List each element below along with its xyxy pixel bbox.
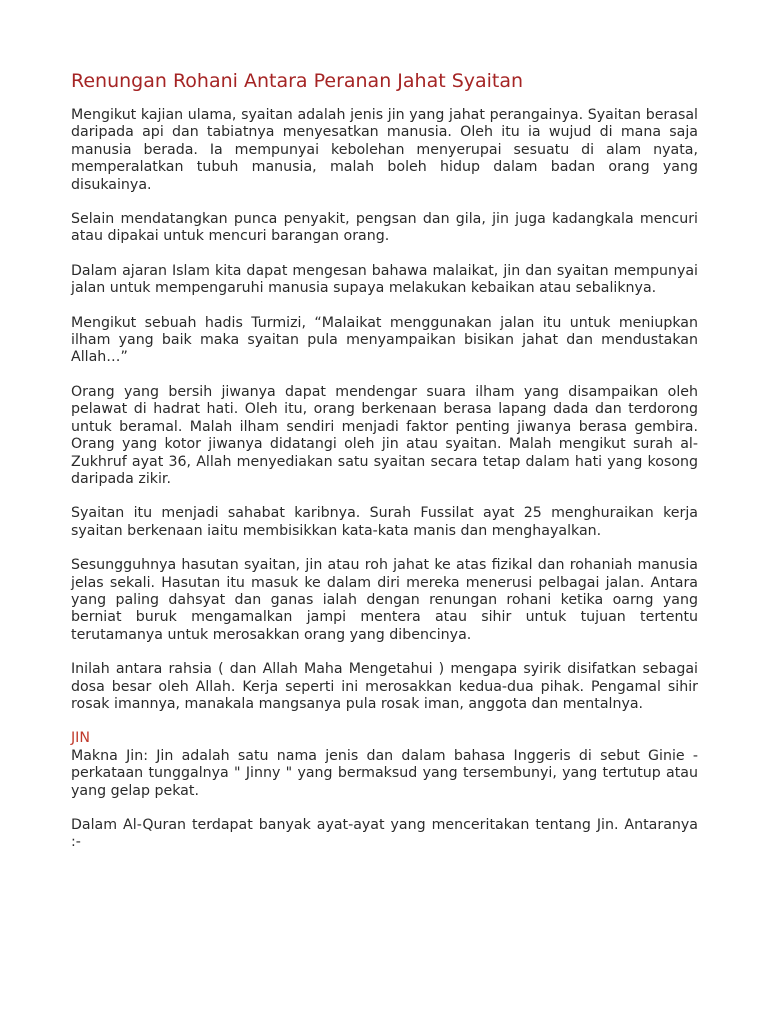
- paragraph: Selain mendatangkan punca penyakit, pengsan dan gila, jin juga kadangkala mencuri atau dipakai untuk mencuri barangan orang.: [71, 211, 698, 245]
- section-heading: JIN: [71, 730, 90, 747]
- paragraph: Mengikut sebuah hadis Turmizi, “Malaikat menggunakan jalan itu untuk meniupkan ilham yang baik maka syaitan pula menyampaikan bisikan jahat dan mendustakan Allah…”: [71, 314, 698, 366]
- paragraph: Sesungguhnya hasutan syaitan, jin atau roh jahat ke atas fizikal dan rohaniah manusia jelas sekali. Hasutan itu masuk ke dalam diri mereka menerusi pelbagai jalan. Antara yang paling dahsyat dan ganas ialah dengan renungan rohani ketika oarng yang berniat buruk mengamalkan jampi mentera atau sihir untuk tujuan tertentu terutamanya untuk merosakkan orang yang dibencinya.: [71, 557, 698, 643]
- paragraph: Inilah antara rahsia ( dan Allah Maha Mengetahui ) mengapa syirik disifatkan sebagai dosa besar oleh Allah. Kerja seperti ini merosakkan kedua-dua pihak. Pengamal sihir rosak imannya, manakala mangsanya pula rosak iman, anggota dan mentalnya.: [71, 661, 698, 712]
- document-page: [71, 68, 698, 869]
- section-closing-paragraph: Dalam Al-Quran terdapat banyak ayat-ayat yang menceritakan tentang Jin. Antaranya :-: [71, 817, 698, 851]
- paragraph: Mengikut kajian ulama, syaitan adalah jenis jin yang jahat perangainya. Syaitan berasal daripada api dan tabiatnya menyesatkan manusia. Oleh itu ia wujud di mana saja manusia berada. Ia mempunyai kebolehan menyerupai sesuatu di alam nyata, memperalatkan tubuh manusia, malah boleh hidup dalam badan orang yang disukainya.: [71, 107, 698, 193]
- section-paragraph: Makna Jin: Jin adalah satu nama jenis dan dalam bahasa Inggeris di sebut Ginie - perkataan tunggalnya " Jinny " yang bermaksud yang tersembunyi, yang tertutup atau yang gelap pekat.: [71, 747, 698, 799]
- paragraph: Orang yang bersih jiwanya dapat mendengar suara ilham yang disampaikan oleh pelawat di hadrat hati. Oleh itu, orang berkenaan berasa lapang dada dan terdorong untuk beramal. Malah ilham sendiri menjadi faktor penting jiwanya berasa gembira. Orang yang kotor jiwanya didatangi oleh jin atau syaitan. Malah mengikut surah al-Zukhruf ayat 36, Allah menyediakan satu syaitan secara tetap dalam hati yang kosong daripada zikir.: [71, 383, 698, 487]
- paragraph: Dalam ajaran Islam kita dapat mengesan bahawa malaikat, jin dan syaitan mempunyai jalan untuk mempengaruhi manusia supaya melakukan kebaikan atau sebaliknya.: [71, 262, 698, 297]
- paragraph: Syaitan itu menjadi sahabat karibnya. Surah Fussilat ayat 25 menghuraikan kerja syaitan berkenaan iaitu membisikkan kata-kata manis dan menghayalkan.: [71, 505, 698, 539]
- document-title: Renungan Rohani Antara Peranan Jahat Syaitan: [71, 70, 524, 92]
